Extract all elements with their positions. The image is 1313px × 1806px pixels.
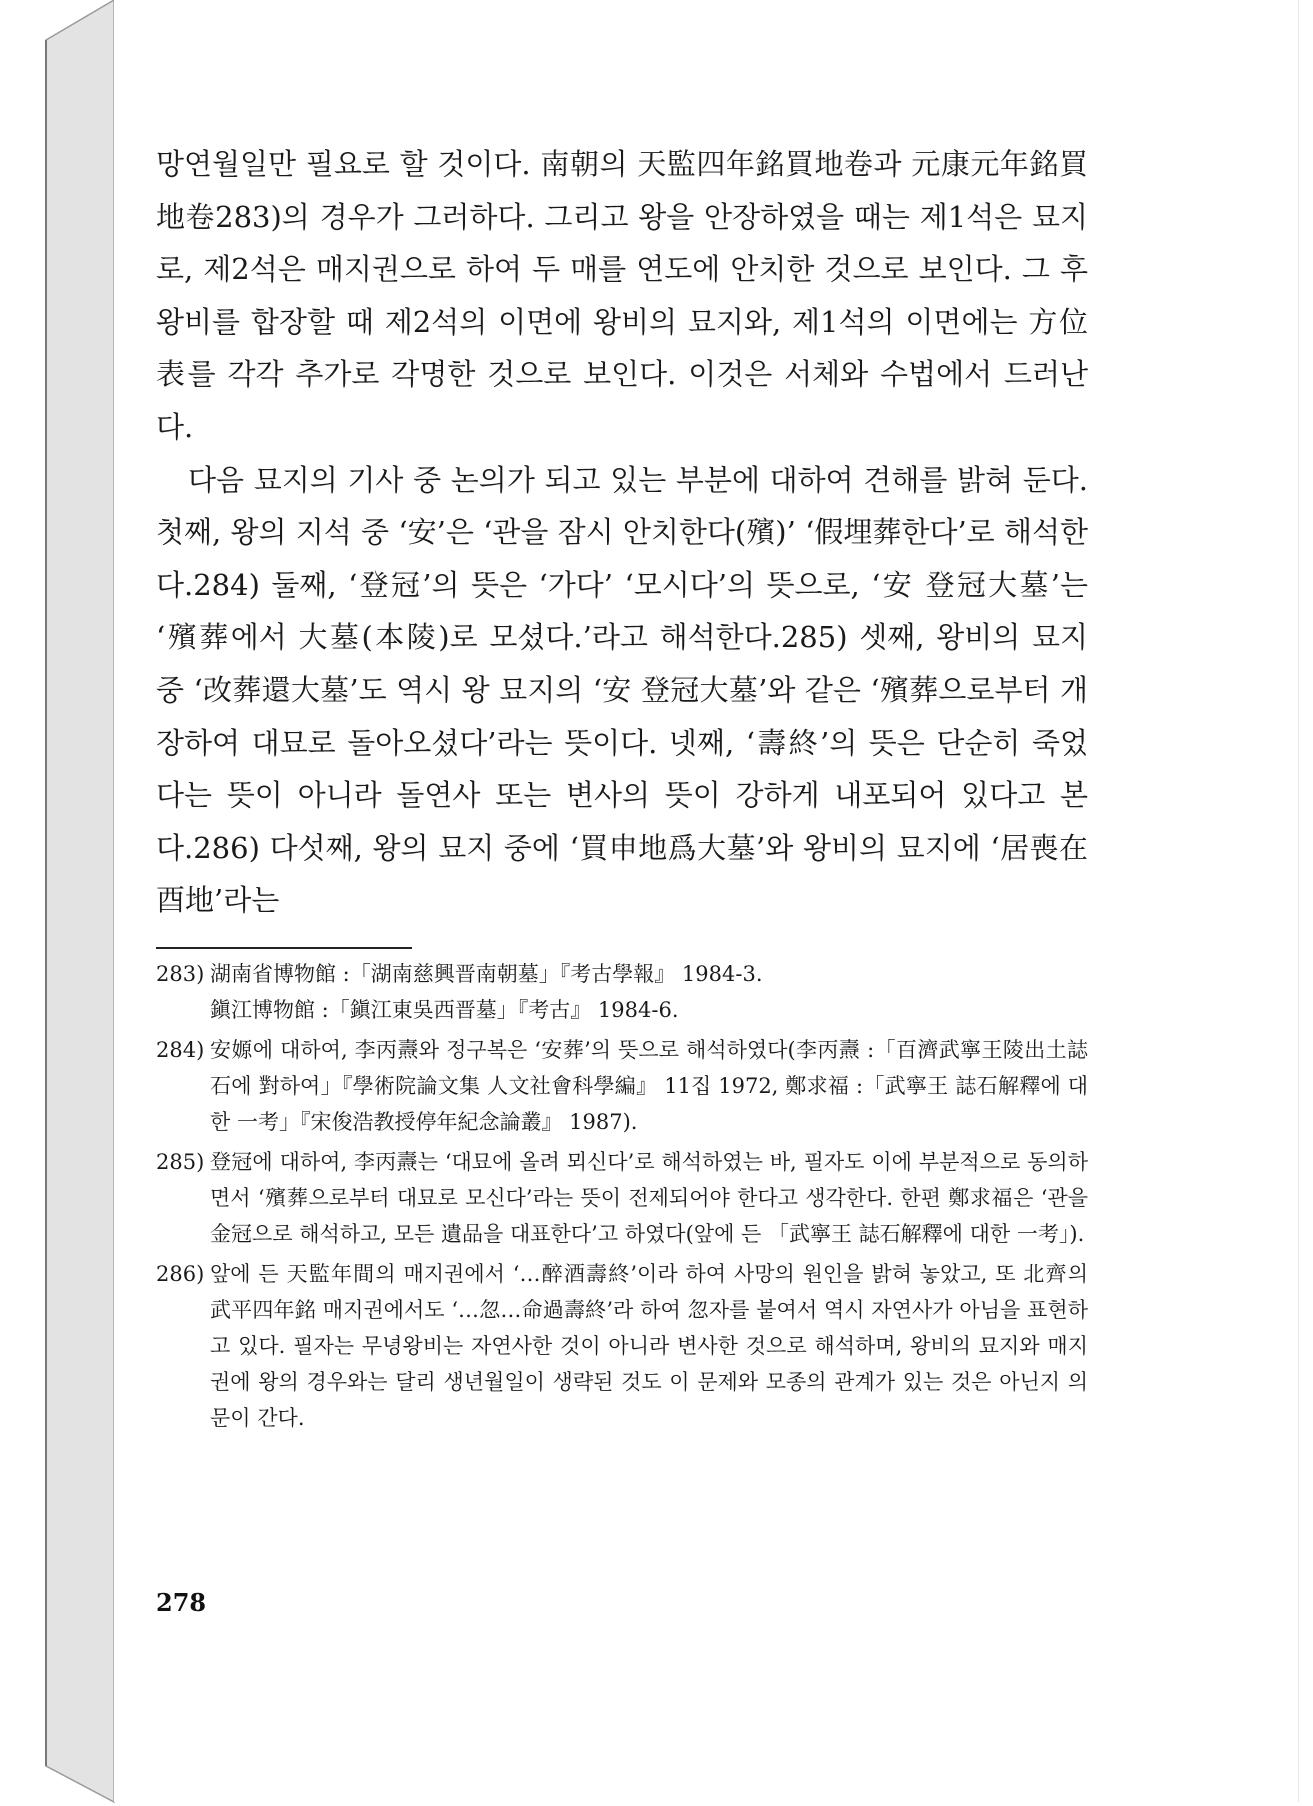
page-number: 278 xyxy=(156,1588,207,1617)
footnote-285 xyxy=(156,1144,1088,1252)
footnote-283 xyxy=(156,956,1088,1028)
footnote-number: 284) xyxy=(156,1038,205,1062)
footnote-286 xyxy=(156,1256,1088,1436)
footnote-line: 安嫄에 대하여, 李丙燾와 정구복은 ‘安葬’의 뜻으로 해석하였다(李丙燾 :「百濟武寧王陵出土誌石에 對하여」『學術院論文集 人文社會科學編』 11집 1972, 鄭求福 :「武寧王 誌石解釋에 대한 一考」『宋俊浩教授停年紀念論叢』 1987). xyxy=(210,1038,1088,1134)
footnote-number: 285) xyxy=(156,1150,205,1174)
footnote-divider xyxy=(156,947,412,949)
main-text xyxy=(156,138,1088,927)
body-paragraph-1: 망연월일만 필요로 할 것이다. 南朝의 天監四年銘買地卷과 元康元年銘買地卷283)의 경우가 그러하다. 그리고 왕을 안장하였을 때는 제1석은 묘지로, 제2석은 매지권으로 하여 두 매를 연도에 안치한 것으로 보인다. 그 후 왕비를 합장할 때 제2석의 이면에 왕비의 묘지와, 제1석의 이면에는 方位表를 각각 추가로 각명한 것으로 보인다. 이것은 서체와 수법에서 드러난다. xyxy=(156,147,1088,444)
footnotes xyxy=(156,956,1088,1440)
footnote-line: 湖南省博物館 :「湖南慈興晋南朝墓」『考古學報』 1984-3. xyxy=(210,962,763,986)
footnote-line: 登冠에 대하여, 李丙燾는 ‘대묘에 올려 뫼신다’로 해석하였는 바, 필자도 이에 부분적으로 동의하면서 ‘殯葬으로부터 대묘로 모신다’라는 뜻이 전제되어야 한다고 생각한다. 한편 鄭求福은 ‘관을 金冠으로 해석하고, 모든 遺品을 대표한다’고 하였다(앞에 든 「武寧王 誌石解釋에 대한 一考」). xyxy=(210,1150,1088,1246)
footnote-number: 283) xyxy=(156,962,205,986)
footnote-line: 鎭江博物館 :「鎭江東吳西晋墓」『考古』 1984-6. xyxy=(210,998,679,1022)
body-paragraph-2: 다음 묘지의 기사 중 논의가 되고 있는 부분에 대하여 견해를 밝혀 둔다. 첫째, 왕의 지석 중 ‘安’은 ‘관을 잠시 안치한다(殯)’ ‘假埋葬한다’로 해석한다.284) 둘째, ‘登冠’의 뜻은 ‘가다’ ‘모시다’의 뜻으로, ‘安 登冠大墓’는 ‘殯葬에서 大墓(本陵)로 모셨다.’라고 해석한다.285) 셋째, 왕비의 묘지 중 ‘改葬還大墓’도 역시 왕 묘지의 ‘安 登冠大墓’와 같은 ‘殯葬으로부터 개장하여 대묘로 돌아오셨다’라는 뜻이다. 넷째, ‘壽終’의 뜻은 단순히 죽었다는 뜻이 아니라 돌연사 또는 변사의 뜻이 강하게 내포되어 있다고 본다.286) 다섯째, 왕의 묘지 중에 ‘買申地爲大墓’와 왕비의 묘지에 ‘居喪在酉地’라는 xyxy=(156,462,1088,918)
footnote-number: 286) xyxy=(156,1262,205,1286)
footnote-line: 앞에 든 天監年間의 매지권에서 ‘…醉酒壽終’이라 하여 사망의 원인을 밝혀 놓았고, 또 北齊의 武平四年銘 매지권에서도 ‘…忽…命過壽終’라 하여 忽자를 붙여서 역시 자연사가 아님을 표현하고 있다. 필자는 무녕왕비는 자연사한 것이 아니라 변사한 것으로 해석하며, 왕비의 묘지와 매지권에 왕의 경우와는 달리 생년월일이 생략된 것도 이 문제와 모종의 관계가 있는 것은 아닌지 의문이 간다. xyxy=(210,1262,1088,1430)
footnote-284 xyxy=(156,1032,1088,1140)
